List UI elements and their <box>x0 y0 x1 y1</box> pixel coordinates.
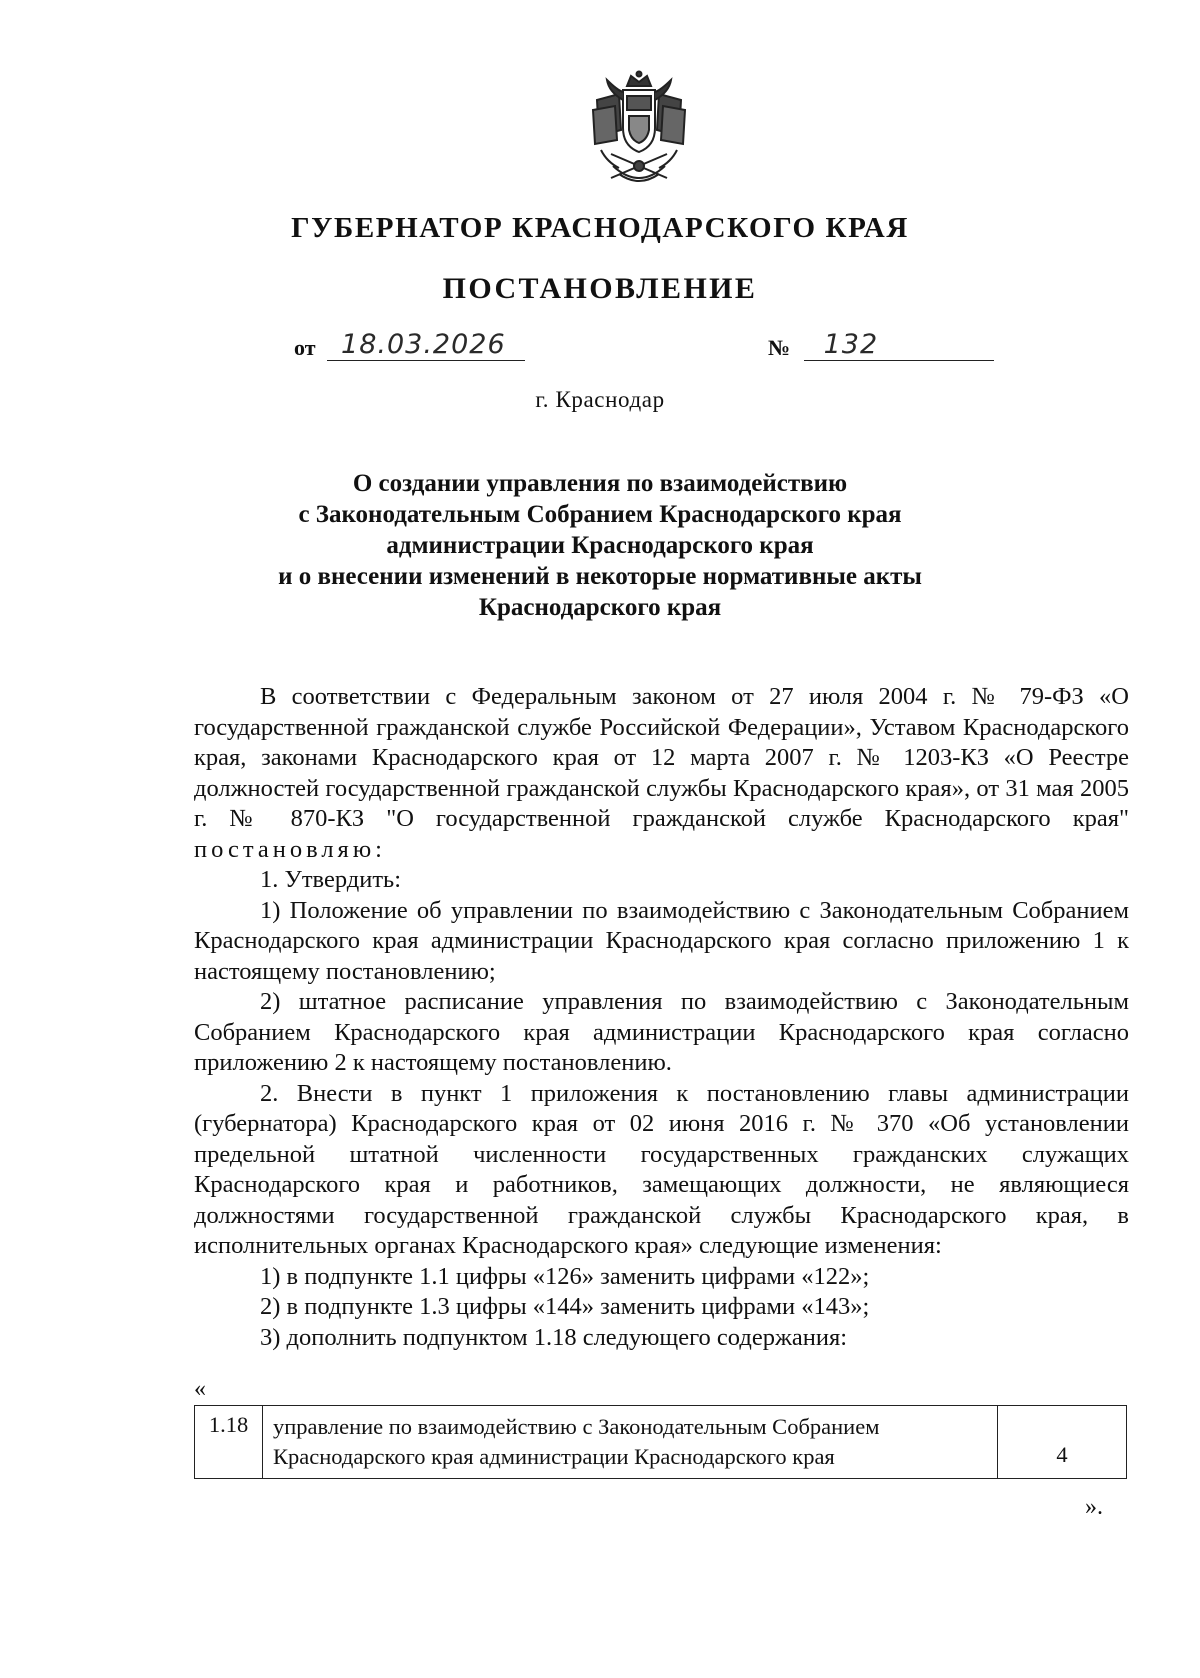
title-line: с Законодательным Собранием Краснодарского края <box>298 501 902 528</box>
row-text-cell <box>263 1406 998 1479</box>
paragraph-2: 2. Внести в пункт 1 приложения к постановлению главы администрации (губернатора) Краснодарского края от 02 июня 2016 г. № 370 «Об установлении предельной штатной численности государственных гражданских служащих Краснодарского края и работников, замещающих должности, не являющиеся должностями государственной гражданской службы Краснодарского края, в исполнительных органах Краснодарского края» следующие изменения: <box>194 1079 1129 1259</box>
title-line: О создании управления по взаимодействию <box>352 470 848 497</box>
number-row <box>768 329 994 361</box>
title-line: и о внесении изменений в некоторые нормативные акты <box>278 563 922 590</box>
row-text-line: управление по взаимодействию с Законодательным Собранием <box>273 1414 880 1439</box>
issuing-authority: ГУБЕРНАТОР КРАСНОДАРСКОГО КРАЯ <box>291 212 909 244</box>
row-number-cell: 1.18 <box>195 1406 263 1479</box>
number-value: 132 <box>823 329 879 360</box>
date-value: 18.03.2026 <box>341 329 506 360</box>
date-prefix: от <box>294 335 316 360</box>
document-title <box>0 468 1200 623</box>
row-text-line: Краснодарского края администрации Краснодарского края <box>273 1444 835 1469</box>
preamble-verb: постановляю: <box>194 835 386 863</box>
preamble-text: В соответствии с Федеральным законом от 27 июля 2004 г. № 79-ФЗ «О государственной гражданской службе Российской Федерации», Уставом Краснодарского края, законами Краснодарского края от 12 марта 2007 г. № 1203-КЗ «О Реестре должностей государственной гражданской службы Краснодарского края», от 31 мая 2005 г. № 870-КЗ "О государственной гражданской службе Краснодарского края" <box>194 683 1129 832</box>
document-type: ПОСТАНОВЛЕНИЕ <box>442 272 758 305</box>
row-quantity-cell: 4 <box>998 1406 1127 1479</box>
amendment-table <box>194 1405 1127 1479</box>
paragraph-1-1: 1) Положение об управлении по взаимодействию с Законодательным Собранием Краснодарского края администрации Краснодарского края согласно приложению 1 к настоящему постановлению; <box>194 896 1129 985</box>
paragraph-2-2: 2) в подпункте 1.3 цифры «144» заменить цифрами «143»; <box>260 1293 870 1320</box>
coat-of-arms-emblem <box>589 70 689 192</box>
paragraph-1-2: 2) штатное расписание управления по взаимодействию с Законодательным Собранием Краснодарского края администрации Краснодарского края согласно приложению 2 к настоящему постановлению. <box>194 988 1129 1076</box>
preamble-paragraph <box>194 682 1129 865</box>
date-field <box>327 329 525 361</box>
paragraph-1: 1. Утвердить: <box>260 866 402 893</box>
document-body <box>194 682 1129 1353</box>
paragraph-2-3: 3) дополнить подпунктом 1.18 следующего содержания: <box>260 1323 848 1351</box>
number-prefix: № <box>768 335 791 360</box>
title-line: Краснодарского края <box>478 594 722 621</box>
opening-quote: « <box>194 1376 206 1402</box>
title-line: администрации Краснодарского края <box>386 532 814 559</box>
table-row <box>195 1406 1127 1479</box>
city: г. Краснодар <box>535 387 665 412</box>
paragraph-2-1: 1) в подпункте 1.1 цифры «126» заменить цифрами «122»; <box>260 1262 870 1290</box>
number-field <box>804 329 994 361</box>
date-row <box>294 329 525 361</box>
closing-quote: ». <box>1085 1494 1103 1520</box>
